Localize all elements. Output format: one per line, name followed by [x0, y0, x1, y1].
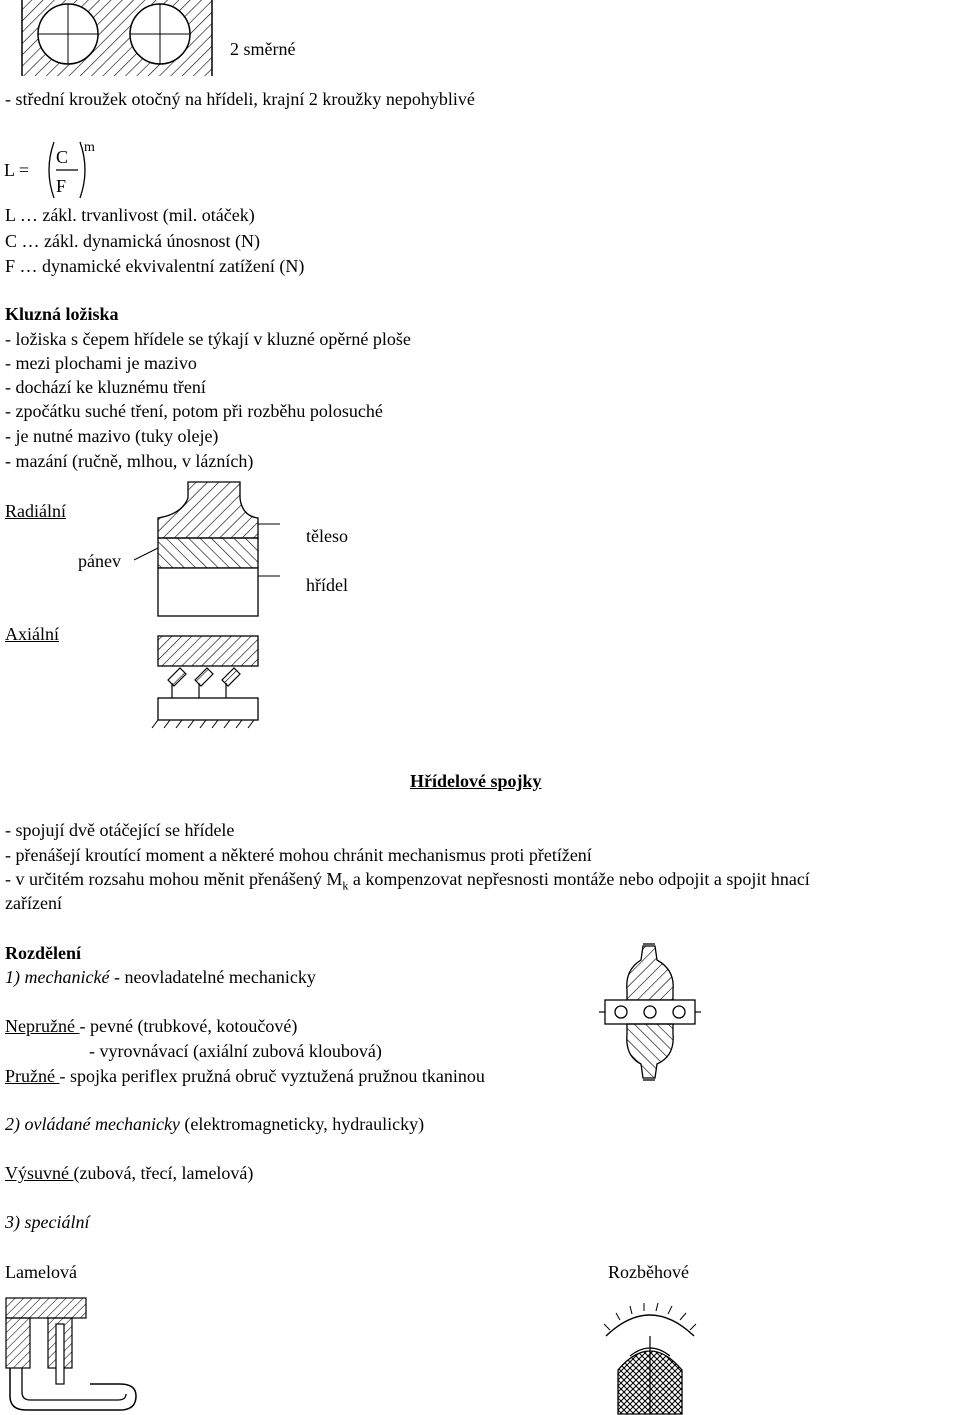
kluzna-heading: Kluzná ložiska	[5, 304, 119, 324]
top-line1: - střední kroužek otočný na hřídeli, krajní 2 kroužky nepohyblivé	[5, 89, 475, 109]
formula-lhs: L =	[4, 160, 29, 180]
definition-l: L … zákl. trvanlivost (mil. otáček)	[5, 205, 255, 225]
nepruzne-line: Nepružné - pevné (trubkové, kotoučové)	[5, 1016, 298, 1036]
spojky-item: - spojují dvě otáčející se hřídele	[5, 820, 235, 840]
pruzne-line: Pružné - spojka periflex pružná obruč vyztužená pružnou tkaninou	[5, 1066, 485, 1086]
bearing-double-row-figure	[20, 0, 220, 80]
lamelova-label: Lamelová	[5, 1262, 77, 1282]
specialni-label: 3) speciální	[5, 1212, 90, 1232]
formula-exponent: m	[84, 140, 95, 155]
top-label: 2 směrné	[230, 39, 296, 59]
hridel-label: hřídel	[306, 575, 348, 595]
kluzna-item: - mazání (ručně, mlhou, v lázních)	[5, 451, 254, 471]
nepruzne-line2: - vyrovnávací (axiální zubová kloubová)	[89, 1041, 382, 1061]
formula	[4, 140, 114, 202]
kluzna-item: - mezi plochami je mazivo	[5, 353, 197, 373]
kluzna-item: - zpočátku suché tření, potom při rozběhu polosuché	[5, 401, 383, 421]
rozbehove-coupling-figure	[600, 1296, 710, 1415]
spojky-heading: Hřídelové spojky	[410, 771, 542, 791]
axial-bearing-figure	[150, 628, 270, 738]
mechanicke-line: 1) mechanické - neovladatelné mechanicky	[5, 967, 316, 987]
lamelova-coupling-figure	[0, 1296, 150, 1415]
kluzna-item: - je nutné mazivo (tuky oleje)	[5, 426, 219, 446]
kluzna-item: - dochází ke kluznému tření	[5, 377, 206, 397]
definition-f: F … dynamické ekvivalentní zatížení (N)	[5, 256, 305, 276]
teleso-label: těleso	[306, 526, 348, 546]
rozbehove-label: Rozběhové	[608, 1262, 689, 1282]
rozdeleni-heading: Rozdělení	[5, 943, 81, 963]
formula-denominator: F	[56, 176, 67, 196]
kluzna-item: - ložiska s čepem hřídele se týkají v kluzné opěrné ploše	[5, 329, 411, 349]
spojky-item-mk: - v určitém rozsahu mohou měnit přenášený $M_k$ a kompenzovat nepřesnosti montáže nebo odpojit a spojit hnací	[5, 869, 810, 893]
radialni-label: Radiální	[5, 501, 66, 521]
coupling-figure	[595, 940, 705, 1085]
vysuvne-line: Výsuvné (zubová, třecí, lamelová)	[5, 1163, 254, 1183]
radial-bearing-figure	[130, 480, 305, 620]
definition-c: C … zákl. dynamická únosnost (N)	[5, 231, 260, 251]
ovladane-line: 2) ovládané mechanicky (elektromagneticky, hydraulicky)	[5, 1114, 425, 1134]
spojky-item-cont: zařízení	[5, 893, 62, 913]
formula-numerator: C	[56, 147, 69, 167]
panev-label: pánev	[78, 551, 121, 571]
spojky-item: - přenášejí kroutící moment a některé mohou chránit mechanismus proti přetížení	[5, 845, 592, 865]
axialni-label: Axiální	[5, 624, 59, 644]
